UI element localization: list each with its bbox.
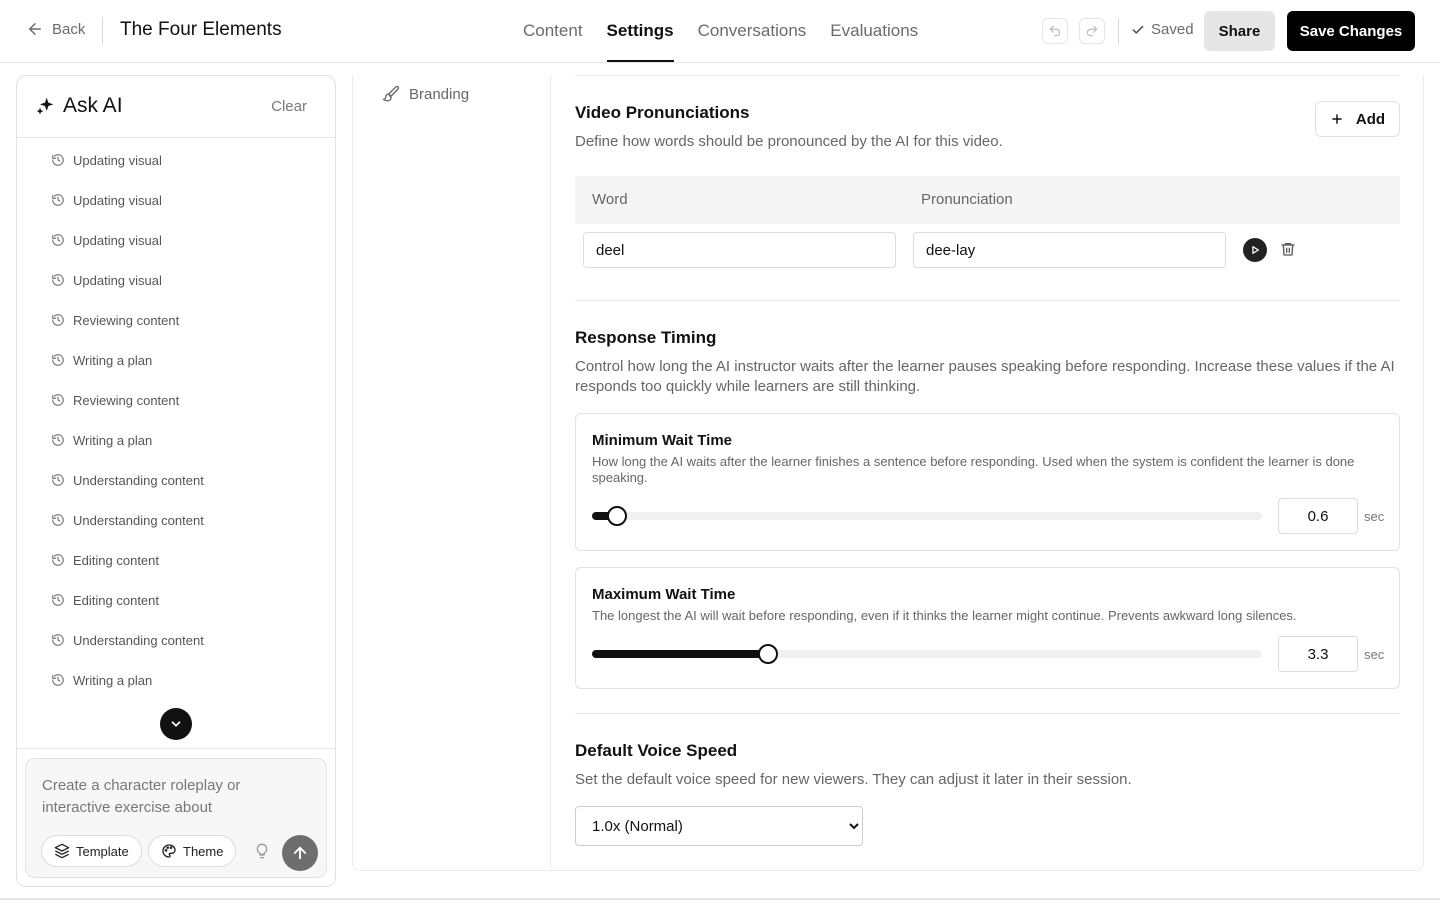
maximum-wait-title: Maximum Wait Time (592, 586, 736, 603)
maximum-wait-description: The longest the AI will wait before responding, even if it thinks the learner might continue. Prevents awkward long silences. (592, 608, 1297, 623)
divider (575, 75, 1400, 76)
history-icon (51, 193, 65, 207)
ai-activity-item (51, 350, 152, 370)
minimum-wait-unit: sec (1364, 509, 1385, 524)
ai-activity-label: Understanding content (73, 632, 204, 648)
trash-icon[interactable] (1280, 241, 1296, 257)
ai-activity-item (51, 150, 162, 170)
play-icon (1250, 245, 1260, 255)
ai-activity-item (51, 430, 152, 450)
ai-activity-item (51, 590, 159, 610)
scroll-down-button[interactable] (160, 708, 192, 740)
voice-speed-title: Default Voice Speed (575, 741, 738, 760)
ai-activity-item (51, 230, 162, 250)
pronunciations-description: Define how words should be pronounced by the AI for this video. (575, 133, 1003, 150)
chevron-down-icon (169, 717, 183, 731)
ai-activity-label: Understanding content (73, 472, 204, 488)
redo-icon (1085, 24, 1099, 38)
history-icon (51, 593, 65, 607)
ai-activity-item (51, 390, 179, 410)
voice-speed-description: Set the default voice speed for new viewers. They can adjust it later in their session. (575, 771, 1132, 788)
minimum-wait-description: How long the AI waits after the learner finishes a sentence before responding. Used when the system is confident the learner is done speaking. (592, 454, 1355, 485)
send-button[interactable] (282, 835, 318, 871)
sparkle-icon (35, 96, 55, 116)
history-icon (51, 273, 65, 287)
history-icon (51, 433, 65, 447)
ai-activity-label: Updating visual (73, 192, 162, 208)
history-icon (51, 513, 65, 527)
pronunciations-title: Video Pronunciations (575, 103, 750, 122)
lightbulb-icon[interactable] (254, 843, 270, 859)
back-label: Back (52, 20, 86, 38)
maximum-wait-slider[interactable] (592, 650, 1262, 658)
ai-activity-label: Updating visual (73, 232, 162, 248)
add-pronunciation-button[interactable] (1315, 101, 1400, 137)
maximum-wait-unit: sec (1364, 647, 1385, 662)
ai-activity-label: Updating visual (73, 152, 162, 168)
plus-icon (1330, 112, 1344, 126)
undo-button[interactable] (1042, 18, 1068, 44)
clear-button[interactable]: Clear (271, 98, 307, 115)
ask-ai-panel (16, 75, 336, 887)
main-tabs (523, 0, 918, 62)
maximum-wait-card (575, 567, 1400, 689)
slider-thumb[interactable] (758, 644, 778, 664)
ai-activity-item (51, 470, 204, 490)
paintbrush-icon (382, 85, 400, 103)
document-title: The Four Elements (120, 19, 282, 40)
save-status (1131, 21, 1194, 38)
minimum-wait-input[interactable] (1278, 498, 1358, 534)
column-header-word: Word (592, 191, 628, 208)
share-button[interactable]: Share (1204, 11, 1275, 51)
divider (1118, 18, 1119, 44)
history-icon (51, 153, 65, 167)
ai-activity-item (51, 310, 179, 330)
ai-activity-list (17, 140, 335, 750)
pronunciation-table-header (575, 176, 1400, 224)
settings-nav (353, 75, 551, 870)
ai-activity-label: Writing a plan (73, 432, 153, 448)
minimum-wait-card (575, 413, 1400, 551)
tab-conversations[interactable]: Conversations (697, 21, 807, 40)
theme-label: Theme (183, 843, 224, 859)
minimum-wait-title: Minimum Wait Time (592, 432, 733, 449)
theme-button[interactable] (148, 835, 236, 867)
divider (17, 748, 335, 749)
template-button[interactable] (41, 835, 142, 867)
ai-composer[interactable] (25, 758, 327, 878)
divider (575, 713, 1400, 714)
maximum-wait-input[interactable] (1278, 636, 1358, 672)
redo-button[interactable] (1079, 18, 1105, 44)
response-timing-title: Response Timing (575, 328, 717, 347)
ai-activity-item (51, 190, 162, 210)
undo-icon (1048, 24, 1062, 38)
ai-activity-item (51, 630, 204, 650)
composer-input[interactable]: Create a character roleplay or interactive exercise about (42, 777, 241, 816)
pronunciation-input[interactable] (913, 232, 1226, 268)
top-bar (0, 0, 1440, 63)
ask-ai-title (35, 94, 123, 118)
settings-nav-branding[interactable] (382, 85, 469, 103)
history-icon (51, 673, 65, 687)
slider-thumb[interactable] (607, 506, 627, 526)
palette-icon (161, 843, 177, 859)
ai-activity-item (51, 510, 204, 530)
history-icon (51, 313, 65, 327)
ai-activity-label: Writing a plan (73, 352, 153, 368)
ai-activity-label: Understanding content (73, 512, 204, 528)
history-icon (51, 633, 65, 647)
column-header-pronunciation: Pronunciation (921, 191, 1013, 208)
play-pronunciation-button[interactable] (1243, 238, 1267, 262)
arrow-left-icon (26, 20, 44, 38)
back-button[interactable] (26, 20, 85, 38)
ai-activity-label: Editing content (73, 592, 160, 608)
ask-ai-label: Ask AI (63, 94, 123, 117)
history-icon (51, 353, 65, 367)
history-icon (51, 553, 65, 567)
ai-activity-item (51, 550, 159, 570)
ai-activity-label: Reviewing content (73, 312, 180, 328)
word-input[interactable] (583, 232, 896, 268)
divider (575, 300, 1400, 301)
ai-activity-item (51, 670, 152, 690)
ai-activity-label: Editing content (73, 552, 160, 568)
template-label: Template (76, 843, 129, 859)
ai-activity-label: Updating visual (73, 272, 162, 288)
tab-evaluations[interactable]: Evaluations (830, 21, 919, 40)
tab-content[interactable]: Content (523, 21, 583, 40)
ai-activity-item (51, 270, 162, 290)
voice-speed-select[interactable] (575, 806, 863, 846)
slider-fill (592, 650, 768, 658)
history-icon (51, 393, 65, 407)
history-icon (51, 473, 65, 487)
minimum-wait-slider[interactable] (592, 512, 1262, 520)
layers-icon (54, 843, 70, 859)
response-timing-description: Control how long the AI instructor waits after the learner pauses speaking before responding. Increase these values if the AI responds too quickly while learners are still thinking. (575, 358, 1395, 395)
ask-ai-header (17, 76, 335, 138)
history-icon (51, 233, 65, 247)
arrow-up-icon (291, 844, 309, 862)
tab-settings[interactable]: Settings (607, 0, 674, 62)
divider (102, 17, 103, 44)
ai-activity-label: Reviewing content (73, 392, 180, 408)
check-icon (1131, 23, 1145, 37)
add-label: Add (1355, 110, 1386, 128)
settings-panel (352, 75, 1424, 871)
ai-activity-label: Writing a plan (73, 672, 153, 688)
save-changes-button[interactable]: Save Changes (1287, 11, 1415, 51)
branding-label: Branding (409, 85, 470, 103)
saved-label: Saved (1151, 21, 1194, 38)
